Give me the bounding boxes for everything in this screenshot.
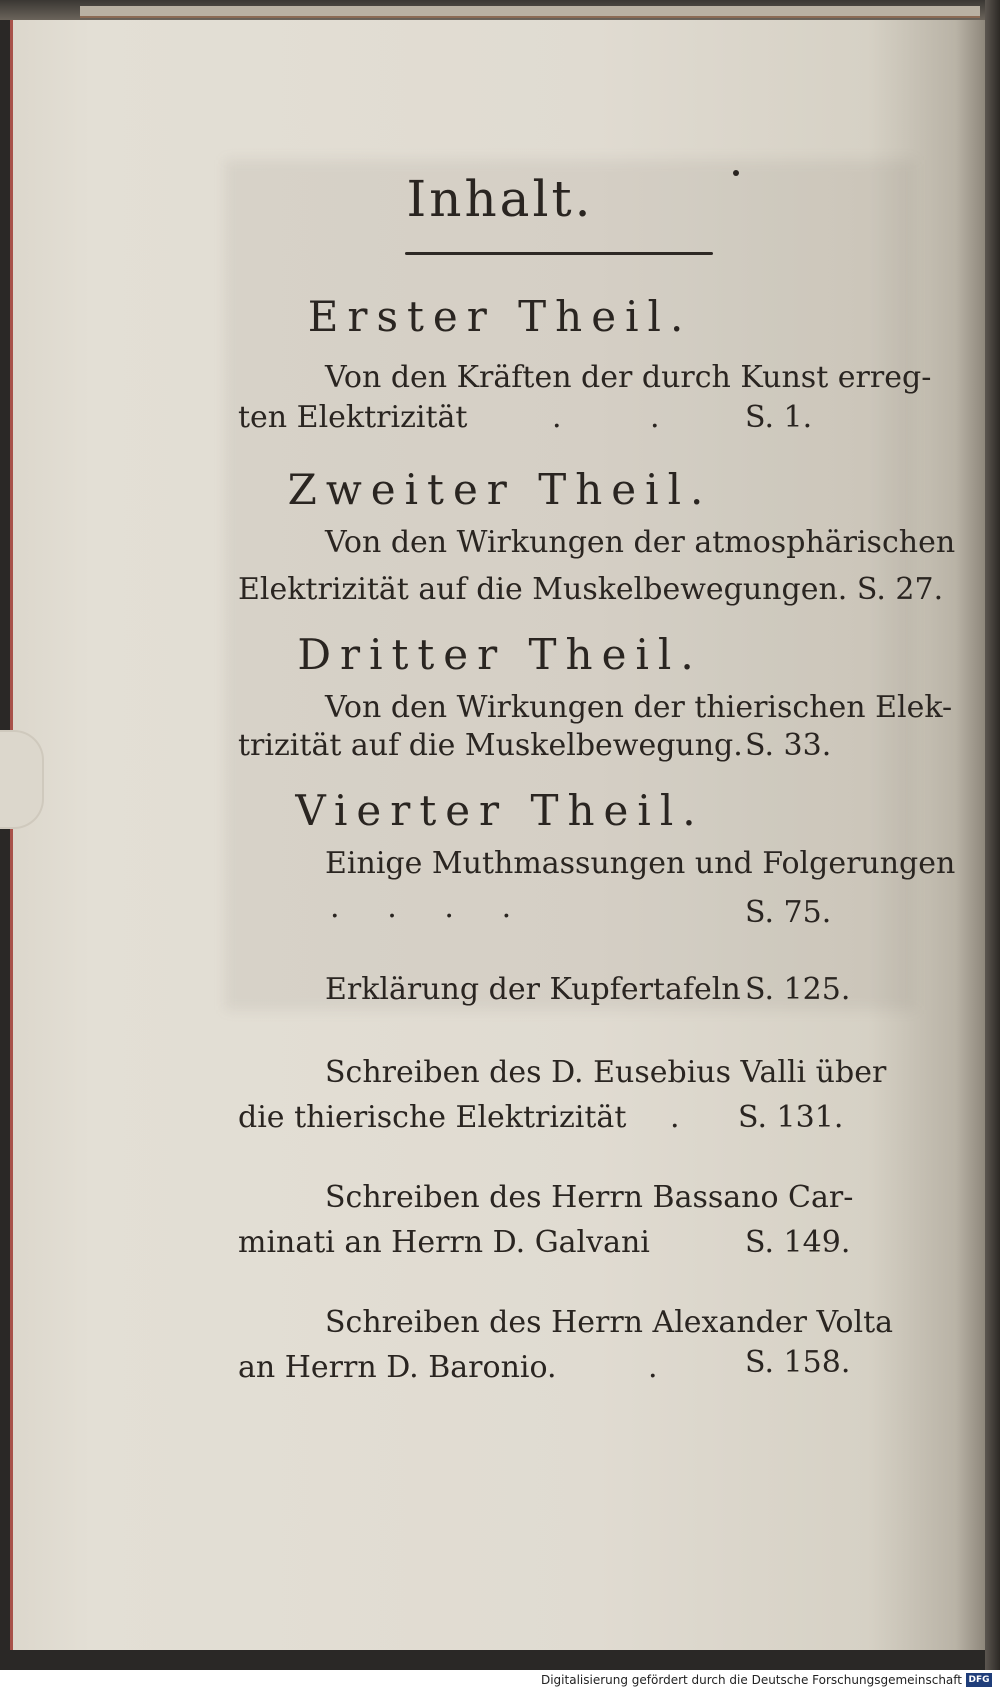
section-1-line-1: Von den Kräften der durch Kunst erreg- xyxy=(325,360,932,395)
entry-2-line-2: die thierische Elektrizität xyxy=(238,1100,627,1135)
entry-2-page: S. 131. xyxy=(738,1100,844,1135)
dfg-logo: DFG xyxy=(966,1673,992,1687)
section-1-page: S. 1. xyxy=(745,400,813,435)
section-heading-3: Dritter Theil. xyxy=(297,630,703,679)
section-heading-4: Vierter Theil. xyxy=(295,786,705,835)
entry-4-line-1: Schreiben des Herrn Alexander Volta xyxy=(325,1305,894,1340)
entry-3-line-2: minati an Herrn D. Galvani xyxy=(238,1225,650,1260)
page-title: Inhalt. xyxy=(406,170,594,228)
section-heading-2: Zweiter Theil. xyxy=(287,465,713,514)
ink-speck xyxy=(733,170,739,176)
entry-4-line-2: an Herrn D. Baronio. xyxy=(238,1350,557,1385)
section-2-line-1: Von den Wirkungen der atmosphärischen xyxy=(325,525,956,560)
section-heading-1: Erster Theil. xyxy=(307,292,693,341)
entry-3-line-1: Schreiben des Herrn Bassano Car- xyxy=(325,1180,854,1215)
section-1-line-2: ten Elektrizität xyxy=(238,400,468,435)
entry-2-line-1: Schreiben des D. Eusebius Valli über xyxy=(325,1055,887,1090)
entry-2-dot: . xyxy=(670,1100,680,1135)
entry-1-page: S. 125. xyxy=(745,972,851,1007)
section-1-dot-2: . xyxy=(650,400,660,435)
funding-credit: Digitalisierung gefördert durch die Deutsche Forschungsgemeinschaft xyxy=(540,1673,962,1687)
entry-4-page: S. 158. xyxy=(745,1345,851,1380)
section-1-dot-1: . xyxy=(552,400,562,435)
section-3-page: S. 33. xyxy=(745,728,832,763)
section-3-line-1: Von den Wirkungen der thierischen Elek- xyxy=(325,690,953,725)
entry-4-dot: . xyxy=(648,1350,658,1385)
entry-3-page: S. 149. xyxy=(745,1225,851,1260)
section-4-dots: . . . . xyxy=(330,890,512,925)
section-4-page: S. 75. xyxy=(745,895,832,930)
section-2-line-2: Elektrizität auf die Muskelbewegungen. S. 27. xyxy=(238,572,944,607)
section-3-line-2: trizität auf die Muskelbewegung. xyxy=(238,728,743,763)
entry-1-line-1: Erklärung der Kupfertafeln xyxy=(325,972,741,1007)
section-4-line-1: Einige Muthmassungen und Folgerungen xyxy=(325,846,956,881)
title-rule xyxy=(405,252,713,255)
